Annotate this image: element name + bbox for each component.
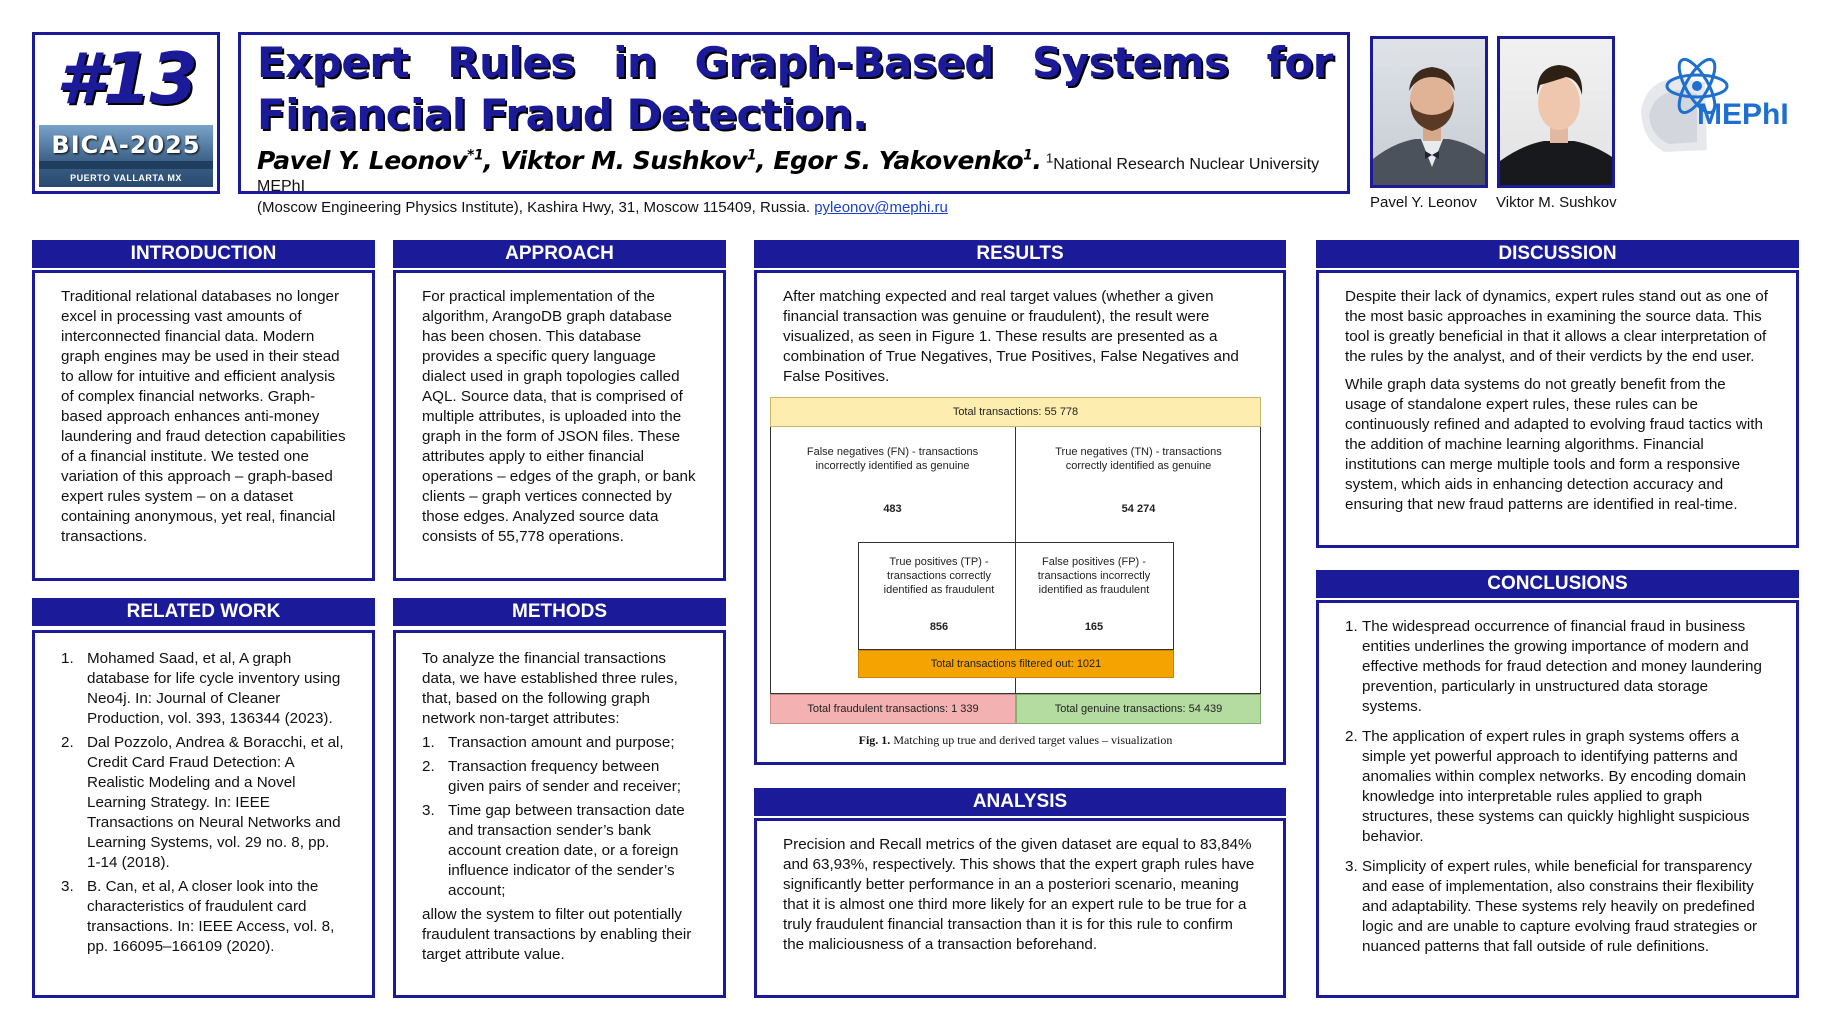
email-link[interactable]: pyleonov@mephi.ru bbox=[814, 199, 948, 217]
approach-panel bbox=[393, 270, 726, 581]
figure-caption: Fig. 1. Matching up true and derived target values – visualization bbox=[858, 733, 1173, 747]
list-item: 3. B. Can, et al, A closer look into the characteristics of fraudulent card transactions. In: IEEE Access, vol. 8, pp. 166095–166109 (2020). bbox=[61, 878, 335, 955]
results-heading: RESULTS bbox=[754, 240, 1286, 268]
methods-panel bbox=[393, 630, 726, 998]
list-item: 1. The widespread occurrence of financial fraud in business entities underlines the growing importance of modern and effective methods for fraud detection and money laundering prevention, particularly in unstructured data storage systems. bbox=[1345, 618, 1762, 715]
false-positives-label: False positives (FP) - transactions incorrectly identified as fraudulent bbox=[1037, 556, 1151, 596]
conclusions-list bbox=[1345, 617, 1770, 957]
poster-number: #13 bbox=[55, 38, 197, 120]
author-photo-sushkov bbox=[1497, 36, 1615, 188]
methods-heading: METHODS bbox=[393, 598, 726, 626]
author-name: Pavel Y. Leonov bbox=[257, 146, 468, 176]
conference-location: PUERTO VALLARTA MX bbox=[70, 173, 182, 183]
related-work-panel bbox=[32, 630, 375, 998]
poster-title: Expert Rules in Graph-Based Systems for Financial Fraud Detection. bbox=[257, 38, 1333, 139]
portrait-icon bbox=[1500, 39, 1615, 188]
author-list: Pavel Y. Leonov$^{*1}$, Viktor M. Sushkov$^1$, Egor S. Yakovenko$^1$. bbox=[257, 146, 1042, 176]
affiliation: $^1$National Research Nuclear University MEPhI bbox=[257, 151, 1320, 196]
list-item: 1. Transaction amount and purpose; bbox=[422, 734, 675, 751]
conclusions-heading: CONCLUSIONS bbox=[1316, 570, 1799, 598]
true-positives-value: 856 bbox=[929, 621, 949, 633]
title-block bbox=[238, 32, 1350, 217]
true-negatives-label: True negatives (TN) - transactions correctly identified as genuine bbox=[1055, 446, 1222, 472]
methods-intro: To analyze the financial transactions data, we have established three rules, that, based on the following graph network non-target attributes: bbox=[422, 650, 678, 727]
discussion-paragraph: While graph data systems do not greatly benefit from the usage of standalone expert rules, these rules can be continuously refined and adapted to evolving fraud tactics with the addition of machine learning algorithms. Financial institutions can merge multiple tools and form a responsive system, which aids in enhancing detection accuracy and ensuring that new fraud patterns are identified in real-time. bbox=[1345, 376, 1763, 513]
author-name: Egor S. Yakovenko bbox=[773, 146, 1024, 176]
atom-logo-icon bbox=[1635, 52, 1805, 162]
mephi-logo bbox=[1635, 52, 1805, 162]
conference-logo bbox=[39, 125, 213, 187]
conference-name: BICA-2025 bbox=[51, 131, 201, 159]
list-item: 3. Simplicity of expert rules, while beneficial for transparency and ease of implementation, also constrains their flexibility and adaptability. These systems rely heavily on predefined logic and are unable to capture evolving fraud strategies or nuanced patterns that fall outside of rule definitions. bbox=[1345, 858, 1758, 955]
results-text: After matching expected and real target values (whether a given financial transaction was genuine or fraudulent), the result were visualized, as seen in Figure 1. These results are presented as a combination of True Negatives, True Positives, False Negatives and False Positives. bbox=[783, 288, 1239, 385]
list-item: 2. Transaction frequency between given pairs of sender and receiver; bbox=[422, 758, 682, 795]
reference-list bbox=[61, 649, 346, 957]
introduction-text: Traditional relational databases no longer excel in processing vast amounts of interconnected financial data. Modern graph engines may be used in their stead to allow for intuitive and efficient analysis of complex financial networks. Graph-based approach enhances anti-money laundering and fraud detection capabilities of a financial institute. We tested one variation of this approach – graph-based expert rules system – on a dataset containing anonymous, yet real, financial transactions. bbox=[61, 288, 346, 545]
approach-text: For practical implementation of the algorithm, ArangoDB graph database has been chosen. This database provides a specific query language dialect used in graph topologies called AQL. Source data, that is comprised of multiple attributes, is uploaded into the graph in the form of JSON files. These attributes apply to either financial operations – edges of the graph, or bank clients – graph vertices connected by those edges. Analyzed source data consists of 55,778 operations. bbox=[422, 288, 696, 545]
photo-caption: Viktor M. Sushkov bbox=[1496, 194, 1617, 211]
author-name: Viktor M. Sushkov bbox=[500, 146, 747, 176]
false-positives-value: 165 bbox=[1084, 621, 1104, 633]
total-transactions-bar: Total transactions: 55 778 bbox=[770, 397, 1261, 427]
false-negatives-label: False negatives (FN) - transactions incorrectly identified as genuine bbox=[806, 446, 979, 472]
analysis-heading: ANALYSIS bbox=[754, 788, 1286, 816]
discussion-paragraph: Despite their lack of dynamics, expert rules stand out as one of the most basic approaches in examining the source data. This tool is greatly beneficial in that it allows a clear interpretation of the rules by the analyst, and of their verdicts by the end user. bbox=[1345, 288, 1768, 365]
confusion-matrix-figure bbox=[770, 397, 1261, 735]
list-item: 3. Time gap between transaction date and transaction sender’s bank account creation date, or a foreign influence indicator of the sender’s account; bbox=[422, 802, 685, 899]
author-line bbox=[257, 145, 1333, 198]
author-photo-leonov bbox=[1370, 36, 1488, 188]
fraudulent-total-bar: Total fraudulent transactions: 1 339 bbox=[770, 694, 1016, 724]
true-positives-label: True positives (TP) - transactions correctly identified as fraudulent bbox=[883, 556, 995, 596]
analysis-panel bbox=[754, 818, 1286, 998]
introduction-heading: INTRODUCTION bbox=[32, 240, 375, 268]
approach-heading: APPROACH bbox=[393, 240, 726, 268]
poster-number-badge bbox=[32, 32, 220, 194]
false-negatives-value: 483 bbox=[883, 503, 902, 515]
genuine-total-bar: Total genuine transactions: 54 439 bbox=[1016, 694, 1261, 724]
list-item: 2. Dal Pozzolo, Andrea & Boracchi, et al, Credit Card Fraud Detection: A Realistic Modeling and a Novel Learning Strategy. In: IEEE Transactions on Neural Networks and Learning Systems, vol. 29 no. 8, pp. 1-14 (2018). bbox=[61, 734, 344, 871]
discussion-heading: DISCUSSION bbox=[1316, 240, 1799, 268]
filtered-out-bar: Total transactions filtered out: 1021 bbox=[858, 650, 1174, 678]
photo-caption: Pavel Y. Leonov bbox=[1370, 194, 1478, 211]
introduction-panel bbox=[32, 270, 375, 581]
list-item: 2. The application of expert rules in graph systems offers a simple yet powerful approach to identifying patterns and anomalies within complex networks. By encoding domain knowledge into interpretable rules applied to graph structures, these systems can quickly highlight suspicious behavior. bbox=[1345, 728, 1750, 845]
conclusions-panel bbox=[1316, 600, 1799, 998]
logo-text: MEPhI bbox=[1697, 98, 1789, 131]
affiliation-address: (Moscow Engineering Physics Institute), Kashira Hwy, 31, Moscow 115409, Russia. pyleonov@mephi.ru bbox=[257, 199, 948, 217]
true-negatives-value: 54 274 bbox=[1121, 503, 1156, 515]
methods-outro: allow the system to filter out potentially fraudulent transactions by enabling their target attribute value. bbox=[422, 906, 692, 963]
rules-list bbox=[422, 733, 697, 901]
portrait-icon bbox=[1373, 39, 1488, 188]
discussion-panel bbox=[1316, 270, 1799, 548]
related-work-heading: RELATED WORK bbox=[32, 598, 375, 626]
list-item: 1. Mohamed Saad, et al, A graph database for life cycle inventory using Neo4j. In: Journal of Cleaner Production, vol. 393, 136344 (2023). bbox=[61, 650, 341, 727]
analysis-text: Precision and Recall metrics of the given dataset are equal to 83,84% and 63,93%, respectively. This shows that the expert graph rules have significantly better performance in an a posteriori scenario, meaning that it is almost one third more likely for an expert rule to be true for a truly fraudulent financial transaction than it is for this rule to confirm the maliciousness of a transaction beforehand. bbox=[783, 836, 1255, 953]
